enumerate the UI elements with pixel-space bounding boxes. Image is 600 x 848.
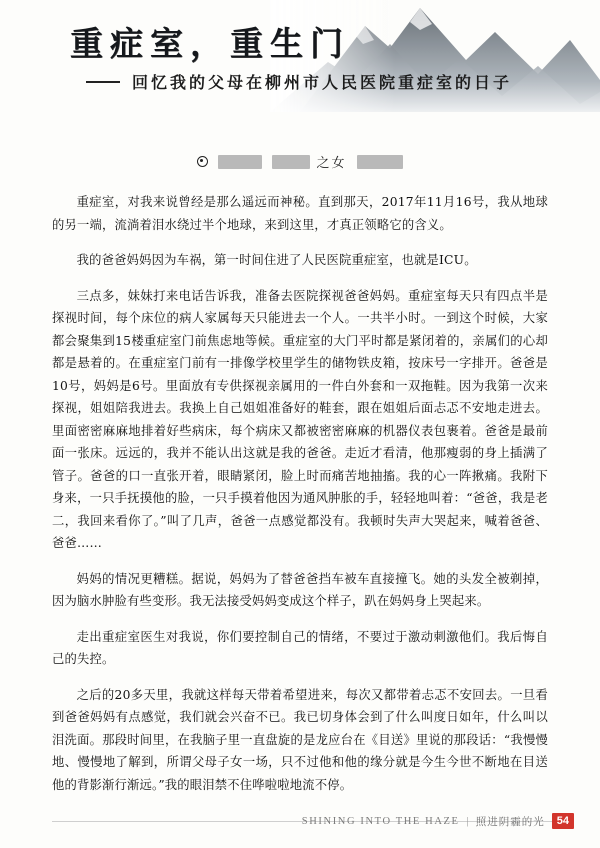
paragraph: 妈妈的情况更糟糕。据说，妈妈为了替爸爸挡车被车直接撞飞。她的头发全被剃掉，因为脑水肿脸有些变形。我无法接受妈妈变成这个样子，趴在妈妈身上哭起来。 <box>52 571 548 608</box>
footer-english-title: SHINING INTO THE HAZE <box>301 815 460 827</box>
redacted-name-1 <box>218 155 262 169</box>
circle-bullet-icon <box>197 156 208 167</box>
byline <box>0 152 600 171</box>
redacted-author <box>357 155 403 169</box>
footer-separator: | <box>466 815 469 827</box>
byline-relation: 之女 <box>316 155 347 170</box>
page-subtitle: 回忆我的父母在柳州市人民医院重症室的日子 <box>132 73 513 92</box>
paragraph: 重症室，对我来说曾经是那么遥远而神秘。直到那天，2017年11月16号，我从地球的另一端，流淌着泪水绕过半个地球，来到这里，才真正领略它的含义。 <box>52 195 548 232</box>
paragraph: 我的爸爸妈妈因为车祸，第一时间住进了人民医院重症室，也就是ICU。 <box>76 253 477 267</box>
page-title: 重症室，重生门 <box>70 24 350 63</box>
paragraph: 之后的20多天里，我就这样每天带着希望进来，每次又都带着忐忑不安回去。一旦看到爸爸妈妈有点感觉，我们就会兴奋不已。我已切身体会到了什么叫度日如年，什么叫以泪洗面。那段时间里，在我脑子里一直盘旋的是龙应台在《目送》里说的那段话：“我慢慢地、慢慢地了解到，所谓父母子女一场，只不过他和他的缘分就是今生今世不断地在目送他的背影渐行渐远。”我的眼泪禁不住哗啦啦地流不停。 <box>52 687 548 792</box>
page-header <box>0 0 600 130</box>
page-subtitle-row <box>86 70 512 93</box>
redacted-name-2 <box>272 155 310 169</box>
page-number-badge: 54 <box>552 813 574 829</box>
footer-chinese-title: 照进阴霾的光 <box>475 816 545 828</box>
paragraph: 三点多，妹妹打来电话告诉我，准备去医院探视爸爸妈妈。重症室每天只有四点半是探视时间，每个床位的病人家属每天只能进去一个人。一共半小时。一到这个时候，大家都会聚集到15楼重症室门前焦虑地等候。重症室的大门平时都是紧闭着的，亲属们的心却都是悬着的。在重症室门前有一排像学校里学生的储物铁皮箱，按床号一字排开。爸爸是10号，妈妈是6号。里面放有专供探视亲属用的一件白外套和一双拖鞋。因为我第一次来探视，姐姐陪我进去。我换上自己姐姐准备好的鞋套，跟在姐姐后面忐忑不安地走进去。里面密密麻麻地排着好些病床，每个病床又都被密密麻麻的机器仪表包裹着。爸爸是最前面一张床。远远的，我并不能认出这就是我的爸爸。走近才看清，他那瘦弱的身上插满了管子。爸爸的口一直张开着，眼睛紧闭，脸上时而痛苦地抽搐。我的心一阵揪痛。我附下身来，一只手抚摸他的脸，一只手摸着他因为通风肿胀的手，轻轻地叫着：“爸爸，我是老二，我回来看你了。”叫了几声，爸爸一点感觉都没有。我顿时失声大哭起来，喊着爸爸、爸爸…… <box>52 288 548 550</box>
article-body <box>52 191 548 796</box>
paragraph: 走出重症室医生对我说，你们要控制自己的情绪，不要过于激动刺激他们。我后悔自己的失控。 <box>52 629 548 666</box>
dash-rule-icon <box>86 81 120 83</box>
page-footer <box>0 808 600 834</box>
